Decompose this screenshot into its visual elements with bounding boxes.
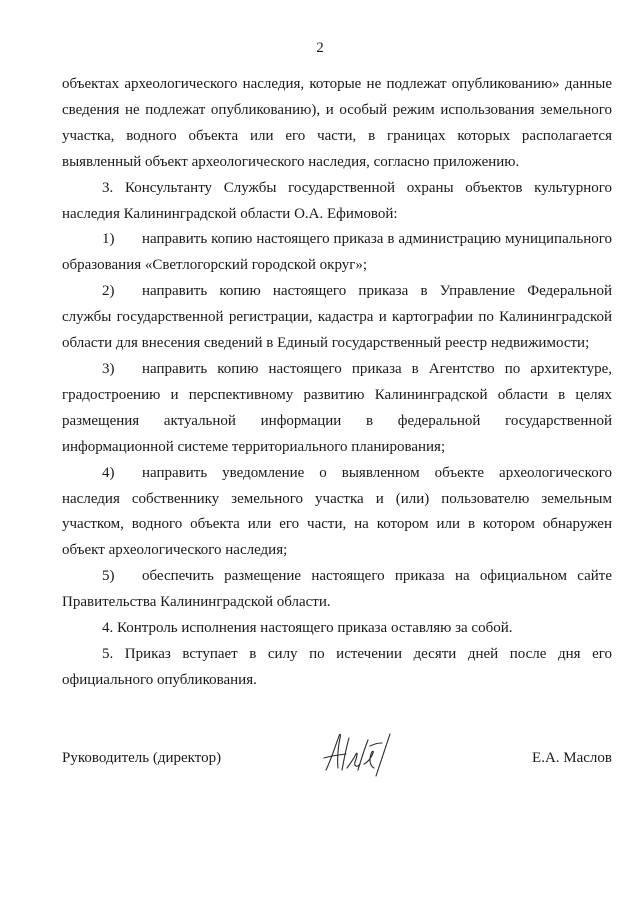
subitem-text: направить копию настоящего приказа в Агентство по архитектуре, градостроению и перспективному развитию Калининградской области в целях размещения актуальной информации в федеральной государственной информационной системе территориального планирования; bbox=[62, 360, 612, 455]
subitem-3 bbox=[62, 357, 612, 461]
paragraph-item-5: 5. Приказ вступает в силу по истечении десяти дней после дня его официального опубликования. bbox=[62, 645, 612, 688]
subitem-5 bbox=[62, 564, 612, 616]
paragraph-continuation: объектах археологического наследия, которые не подлежат опубликованию» данные сведения не подлежат опубликованию), и особый режим использования земельного участка, водного объекта или его части, в границах которых располагается выявленный объект археологического наследия, согласно приложению. bbox=[62, 76, 612, 170]
handwritten-signature bbox=[320, 724, 400, 780]
subitem-text: направить уведомление о выявленном объекте археологического наследия собственнику земельного участка и (или) пользователю земельным участком, водного объекта или его части, на котором или в котором обнаружен объект археологического наследия; bbox=[62, 464, 612, 559]
subitem-number: 3) bbox=[102, 360, 115, 377]
signature-block bbox=[62, 748, 612, 788]
subitem-4 bbox=[62, 461, 612, 565]
subitem-1 bbox=[62, 227, 612, 279]
page-number: 2 bbox=[316, 40, 324, 56]
subitem-text: направить копию настоящего приказа в Управление Федеральной службы государственной регистрации, кадастра и картографии по Калининградской области для внесения сведений в Единый государственный реестр недвижимости; bbox=[62, 283, 612, 352]
subitem-text: направить копию настоящего приказа в администрацию муниципального образования «Светлогорский городской округ»; bbox=[62, 231, 612, 274]
document-body bbox=[62, 72, 612, 694]
subitem-number: 2) bbox=[102, 283, 115, 300]
signer-name: Е.А. Маслов bbox=[532, 750, 612, 766]
subitem-number: 5) bbox=[102, 568, 115, 585]
subitem-text: обеспечить размещение настоящего приказа на официальном сайте Правительства Калининградской области. bbox=[62, 568, 612, 611]
paragraph-item-3: 3. Консультанту Службы государственной охраны объектов культурного наследия Калининградской области О.А. Ефимовой: bbox=[62, 179, 612, 222]
subitem-number: 4) bbox=[102, 464, 115, 481]
subitem-number: 1) bbox=[102, 231, 115, 248]
subitem-2 bbox=[62, 279, 612, 357]
signer-title: Руководитель (директор) bbox=[62, 750, 222, 766]
paragraph-item-4: 4. Контроль исполнения настоящего приказа оставляю за собой. bbox=[102, 620, 513, 637]
